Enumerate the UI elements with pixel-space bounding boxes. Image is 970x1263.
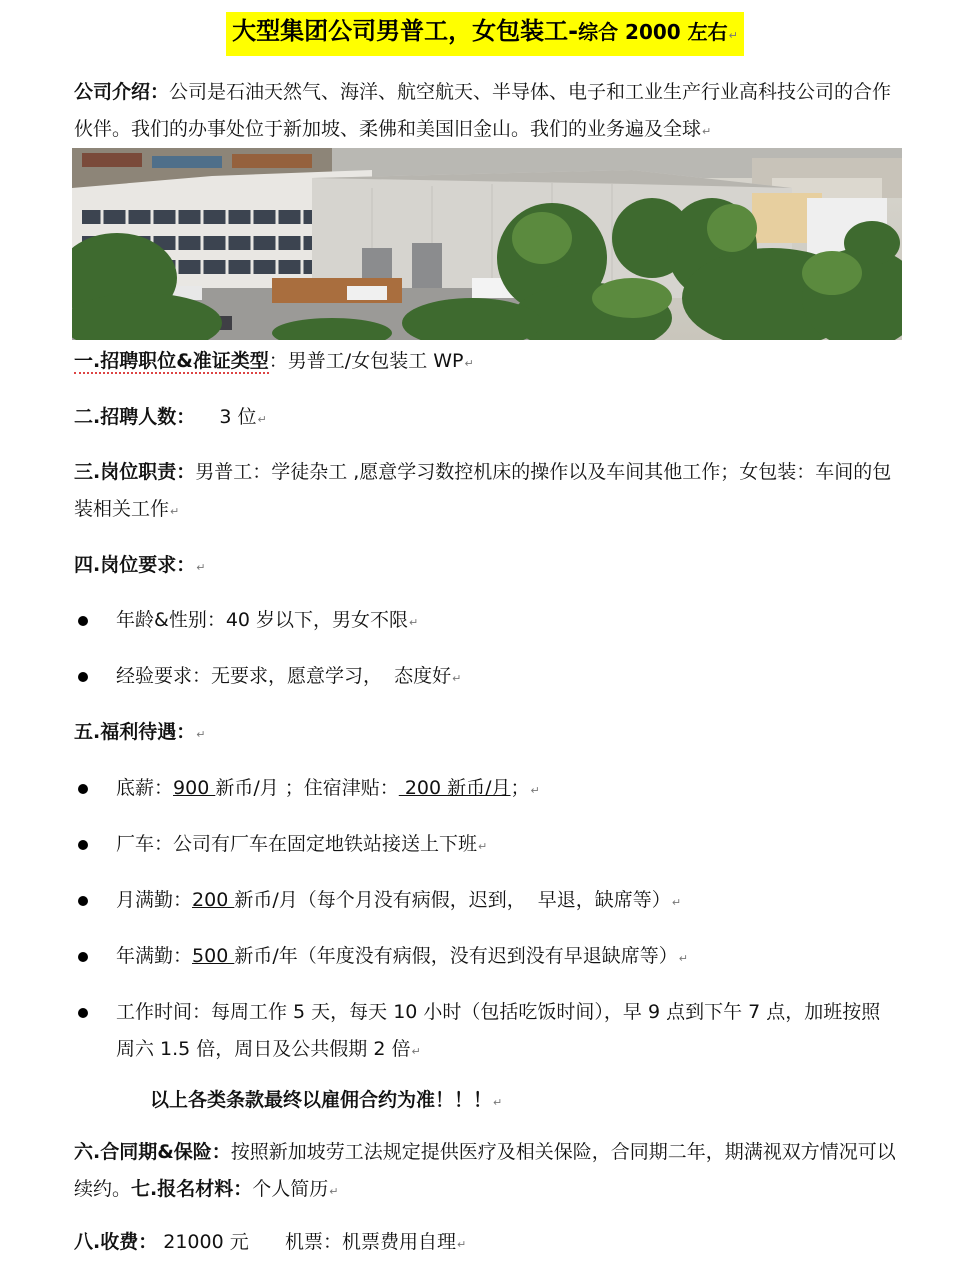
factory-photo [72, 148, 902, 340]
section-duties: 三.岗位职责：男普工：学徒杂工 ,愿意学习数控机床的操作以及车间其他工作；女包装：车间的包装相关工作↵ [74, 461, 892, 520]
section-fees: 八.收费： 21000 元 机票：机票费用自理↵ [74, 1231, 467, 1253]
duties-value: 男普工：学徒杂工 ,愿意学习数控机床的操作以及车间其他工作；女包装：车间的包装相关工作 [74, 461, 892, 520]
contract-value: 按照新加坡劳工法规定提供医疗及相关保险，合同期二年，期满视双方情况可以续约。 [74, 1141, 896, 1200]
benefit-working-hours: 工作时间：每周工作 5 天，每天 10 小时（包括吃饭时间），早 9 点到下午 7 点，加班按照周六 1.5 倍，周日及公共假期 2 倍↵ [116, 1001, 881, 1060]
benefit-salary: 底薪：900 新币/月 ；住宿津贴： 200 新币/月； [116, 777, 530, 799]
contract-note: 以上各类条款最终以雇佣合约为准！！！↵ [150, 1089, 503, 1111]
contract-label: 六.合同期&保险： [74, 1141, 231, 1163]
bullet-icon [78, 896, 88, 906]
bullet-icon [78, 840, 88, 850]
benefit-shuttle: 厂车：公司有厂车在固定地铁站接送上下班 [116, 833, 478, 855]
requirements-label: 四.岗位要求： [74, 554, 196, 576]
section-headcount: 二.招聘人数： 3 位↵ [74, 406, 267, 428]
fees-label: 八.收费： [74, 1231, 158, 1253]
headcount-value: 3 位 [195, 406, 257, 428]
page-title: 大型集团公司男普工，女包装工-综合 2000 左右↵ [226, 12, 744, 56]
section-benefits-heading: 五.福利待遇：↵ [74, 721, 206, 743]
requirement-age: 年龄&性别：40 岁以下，男女不限 [116, 609, 409, 631]
benefit-monthly-attendance: 月满勤：200 新币/月（每个月没有病假，迟到， 早退，缺席等） [116, 889, 671, 911]
benefits-label: 五.福利待遇： [74, 721, 196, 743]
bullet-icon [78, 616, 88, 626]
company-intro: 公司介绍：公司是石油天然气、海洋、航空航天、半导体、电子和工业生产行业高科技公司的合作伙伴。我们的办事处位于新加坡、柔佛和美国旧金山。我们的业务遍及全球↵ [74, 81, 892, 140]
list-item: 底薪：900 新币/月 ；住宿津贴： 200 新币/月；↵ [74, 770, 896, 809]
bullet-icon [78, 672, 88, 682]
requirement-experience: 经验要求：无要求，愿意学习， 态度好 [116, 665, 452, 687]
position-label: 一.招聘职位&准证类型 [74, 350, 269, 372]
benefit-yearly-attendance: 年满勤：500 新币/年（年度没有病假，没有迟到没有早退缺席等） [116, 945, 678, 967]
section-requirements-heading: 四.岗位要求：↵ [74, 554, 206, 576]
section-position: 一.招聘职位&准证类型：男普工/女包装工 WP↵ [74, 350, 474, 372]
title-container [0, 12, 970, 56]
list-item: 厂车：公司有厂车在固定地铁站接送上下班↵ [74, 826, 896, 865]
bullet-icon [78, 1008, 88, 1018]
application-value: 个人简历 [252, 1178, 329, 1200]
section-contract: 六.合同期&保险：按照新加坡劳工法规定提供医疗及相关保险，合同期二年，期满视双方情况可以续约。七.报名材料：个人简历↵ [74, 1141, 896, 1200]
list-item: 月满勤：200 新币/月（每个月没有病假，迟到， 早退，缺席等）↵ [74, 882, 896, 921]
bullet-icon [78, 784, 88, 794]
position-value: ：男普工/女包装工 WP [268, 350, 464, 372]
bullet-icon [78, 952, 88, 962]
intro-label: 公司介绍： [74, 81, 170, 103]
headcount-label: 二.招聘人数： [74, 406, 196, 428]
application-label: 七.报名材料： [131, 1178, 253, 1200]
list-item [74, 994, 896, 1070]
list-item: 年满勤：500 新币/年（年度没有病假，没有迟到没有早退缺席等）↵ [74, 938, 896, 977]
list-item: 经验要求：无要求，愿意学习， 态度好↵ [74, 658, 896, 697]
list-item: 年龄&性别：40 岁以下，男女不限↵ [74, 602, 896, 641]
intro-text: 公司是石油天然气、海洋、航空航天、半导体、电子和工业生产行业高科技公司的合作伙伴。我们的办事处位于新加坡、柔佛和美国旧金山。我们的业务遍及全球 [74, 81, 892, 140]
fees-value: 21000 元 机票：机票费用自理 [157, 1231, 456, 1253]
duties-label: 三.岗位职责： [74, 461, 196, 483]
